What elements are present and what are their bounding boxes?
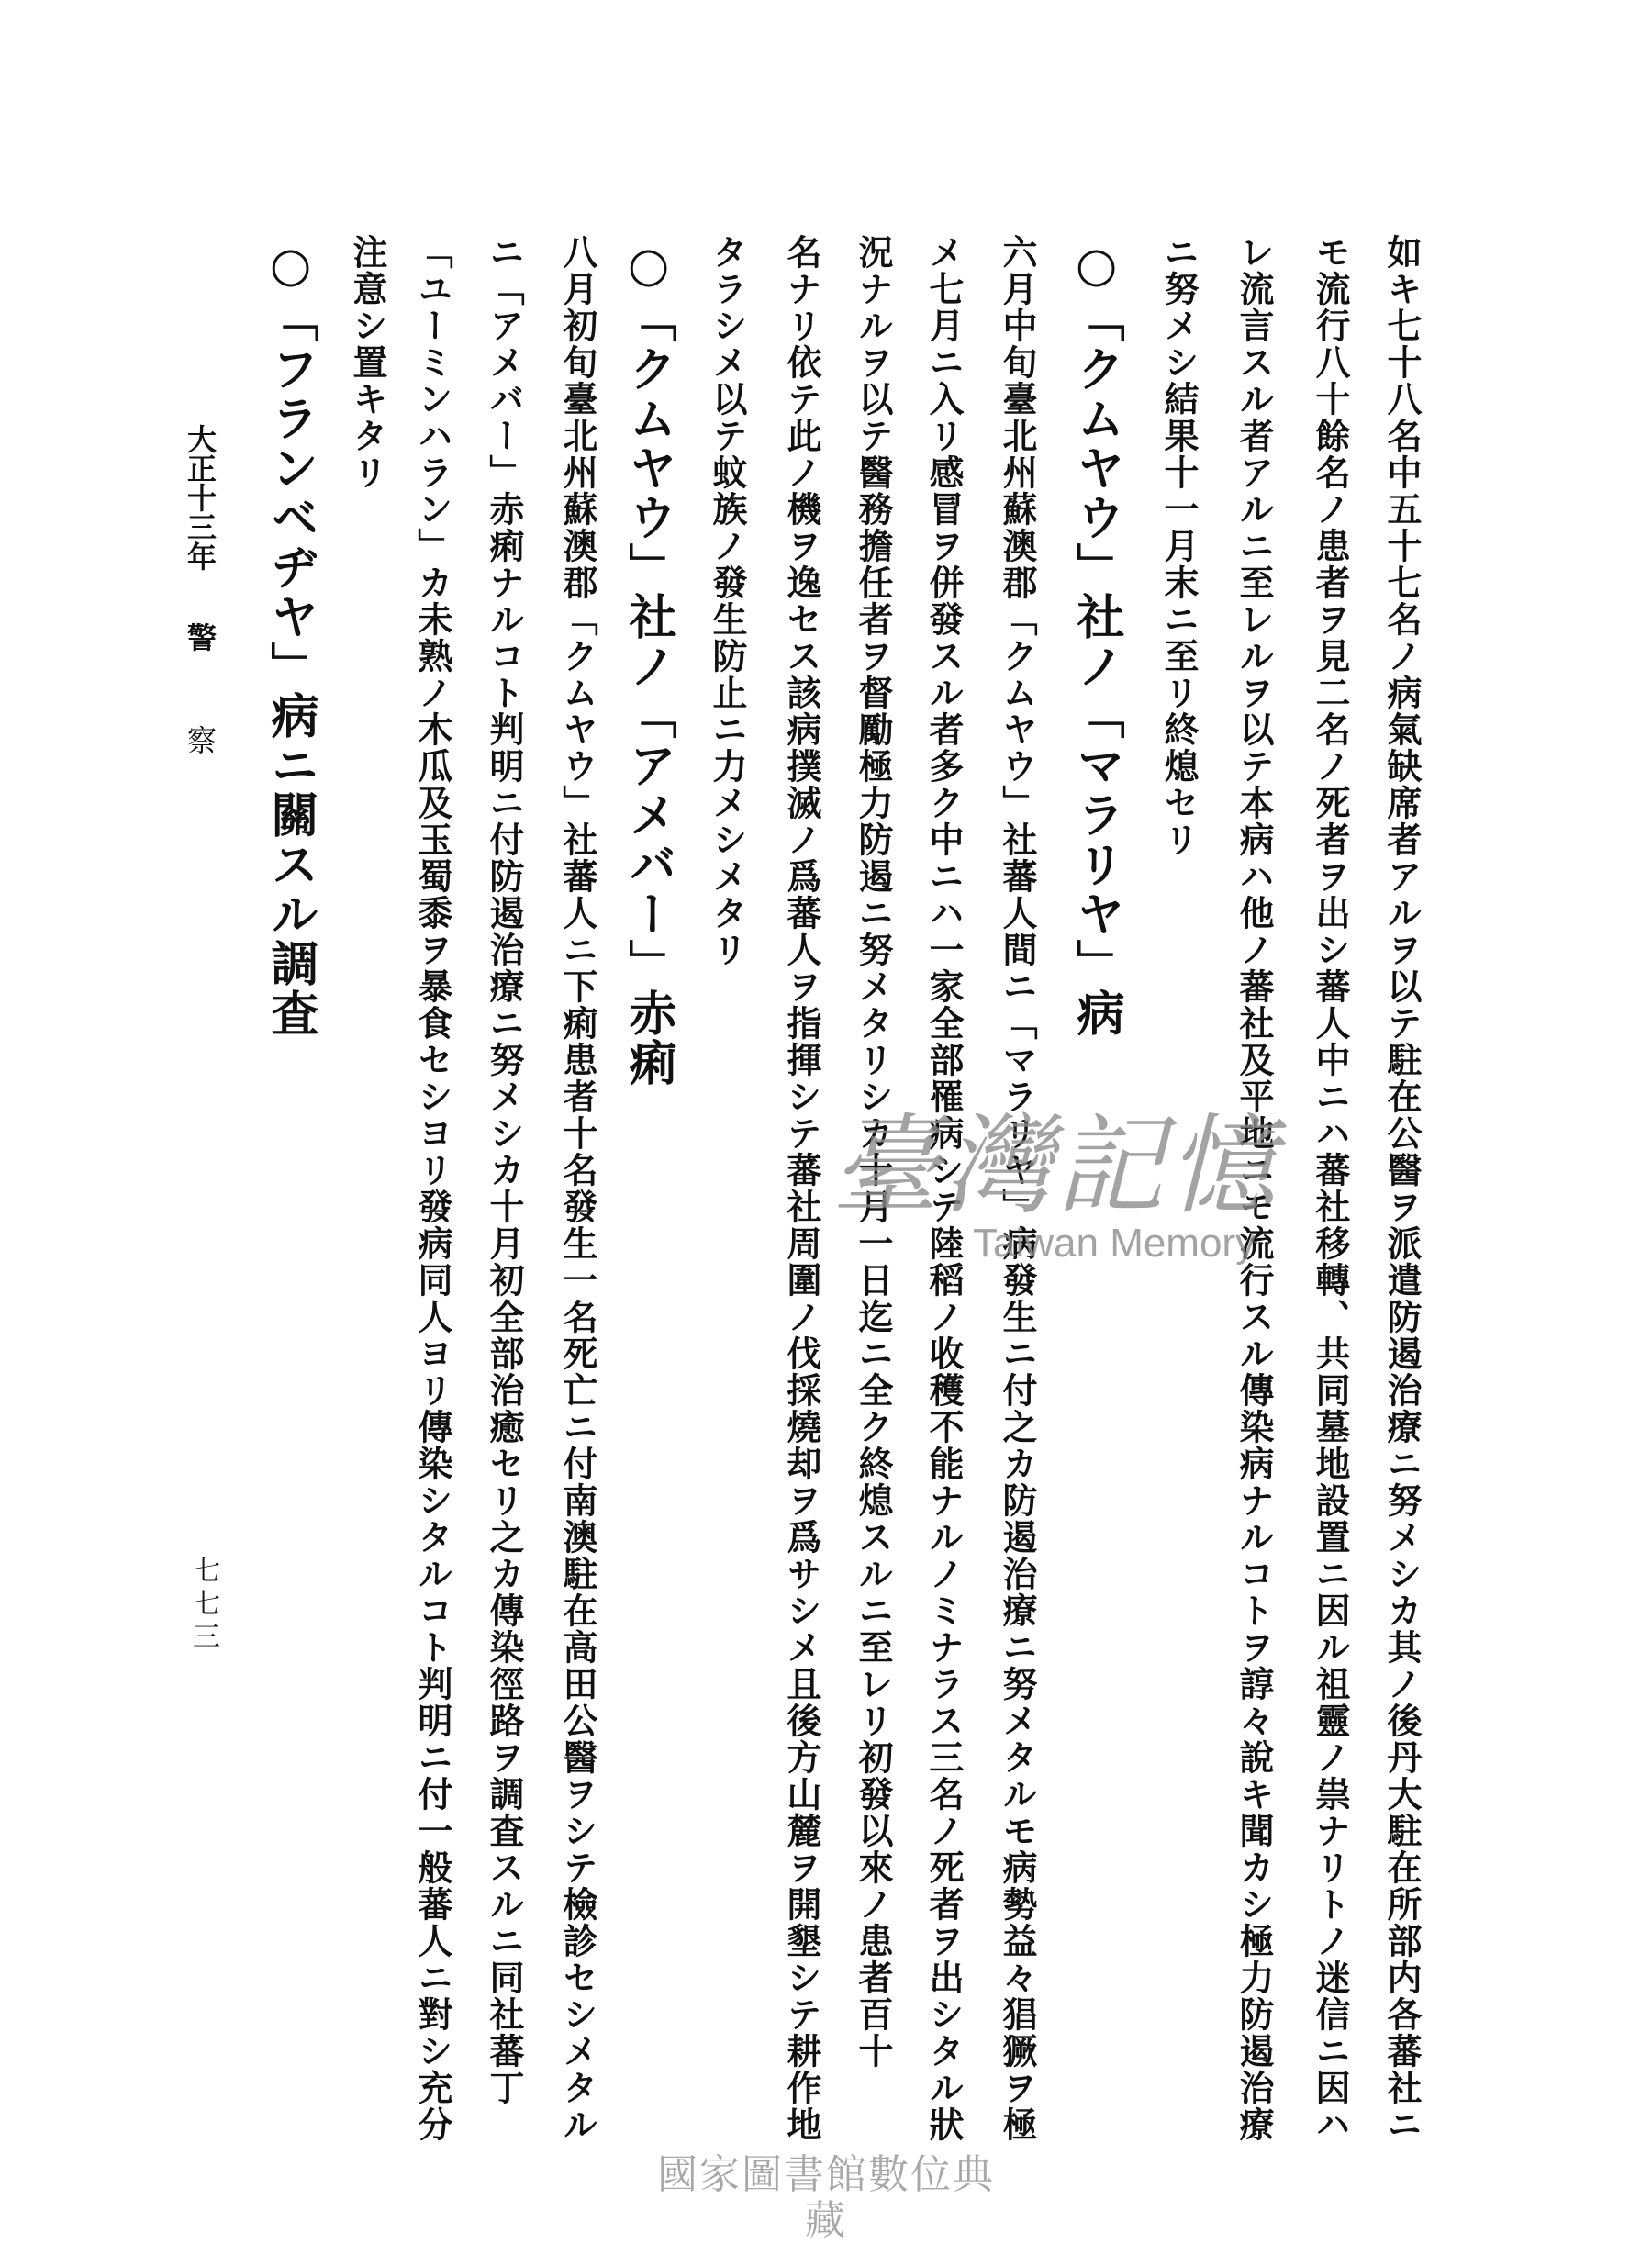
journal-title-1: 警 (183, 622, 218, 652)
body-column: タラシメ以テ蚊族ノ發生防止ニ力メシメタリ (707, 234, 748, 968)
body-column: 「ユーミンハラン」カ未熟ノ木瓜及玉蜀黍ヲ暴食セシヨリ發病同人ヨリ傳染シタルコト判明ニ付一般蕃人ニ對シ充分 (412, 234, 453, 2143)
body-column: レ流言スル者アルニ至レルヲ以テ本病ハ他ノ蕃社及平地ニモ流行スル傳染病ナルコトヲ諄々說キ聞カシ極力防遏治療 (1233, 234, 1275, 2143)
body-column: モ流行八十餘名ノ患者ヲ見二名ノ死者ヲ出シ蕃人中ニハ蕃社移轉、共同墓地設置ニ因ル祖靈ノ祟ナリトノ迷信ニ因ハ (1310, 234, 1351, 2143)
body-column: ニ「アメバー」赤痢ナルコト判明ニ付防遏治療ニ努メシカ十月初全部治癒セリ之カ傳染徑路ヲ調査スルニ同社蕃丁 (484, 234, 525, 2106)
section-heading-malaria: ○「クムヤウ」社ノ「マラリヤ」病 (1068, 237, 1124, 1038)
body-column: 況ナルヲ以テ醫務擔任者ヲ督勵極力防遏ニ努メタリシカ十月一日迄ニ全ク終熄スルニ至レリ初發以來ノ患者百十 (853, 234, 894, 2070)
body-column: ニ努メシ結果十一月末ニ至リ終熄セリ (1158, 234, 1200, 858)
watermark-english: Taiwan Memory (973, 1221, 1256, 1266)
watermark-chinese: 臺灣記憶 (831, 1102, 1279, 1229)
archive-caption: 國家圖書館數位典藏 (657, 2151, 995, 2244)
body-column: 如キ七十八名中五十七名ノ病氣缺席者アルヲ以テ駐在公醫ヲ派遣防遏治療ニ努メシカ其ノ後丹大駐在所部内各蕃社ニ (1381, 234, 1423, 2143)
body-column: 注意シ置キタリ (347, 234, 388, 491)
journal-title-2: 察 (183, 725, 218, 754)
watermark-logo (826, 1097, 1285, 1264)
body-column: 六月中旬臺北州蘇澳郡「クムヤウ」社蕃人間ニ「マラリヤ」病發生ニ付之カ防遏治療ニ努メタルモ病勢益々猖獗ヲ極 (997, 234, 1038, 2143)
page-number: 七七三 (187, 1556, 219, 1655)
running-title: 大正十三年 (183, 424, 218, 571)
body-column: 八月初旬臺北州蘇澳郡「クムヤウ」社蕃人ニ下痢患者十名發生一名死亡ニ付南澳駐在高田公醫ヲシテ檢診セシメタル (557, 234, 598, 2143)
body-column: 名ナリ依テ此ノ機ヲ逸セス該病撲滅ノ爲蕃人ヲ指揮シテ蕃社周圍ノ伐採燒却ヲ爲サシメ且後方山麓ヲ開墾シテ耕作地 (781, 234, 822, 2143)
body-column: メ七月ニ入リ感冒ヲ併發スル者多ク中ニハ一家全部罹病シテ陸稻ノ收穫不能ナルノミナラス三名ノ死者ヲ出シタル狀 (923, 234, 965, 2143)
section-heading-amoeba-dysentery: ○「クムヤウ」社ノ「アメバー」赤痢 (620, 237, 676, 1088)
section-heading-framboesia: ○「フランベヂヤ」病ニ關スル調査 (262, 237, 318, 1038)
